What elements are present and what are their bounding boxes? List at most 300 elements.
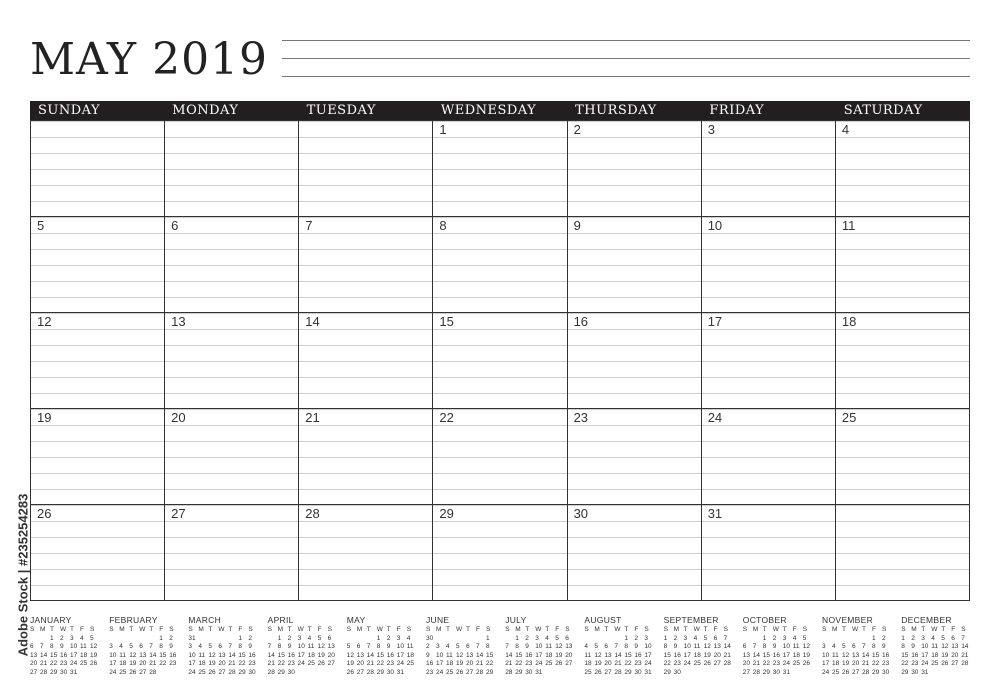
- mini-weekday-letter: M: [832, 626, 838, 633]
- mini-day: 18: [119, 660, 127, 667]
- mini-day: 15: [376, 651, 385, 659]
- mini-day: 10: [70, 643, 78, 650]
- mini-day: 4: [406, 634, 411, 642]
- mini-month: [109, 614, 183, 677]
- mini-day: 11: [545, 643, 552, 650]
- mini-day: 13: [951, 643, 959, 650]
- mini-day: [169, 669, 179, 678]
- mini-day: 4: [832, 643, 836, 650]
- mini-weekday-letter: T: [703, 626, 708, 633]
- mini-weekday-letter: S: [663, 626, 668, 633]
- mini-day: 14: [267, 651, 275, 659]
- mini-day: 7: [505, 643, 509, 650]
- mini-day: 24: [683, 660, 691, 667]
- day-cell[interactable]: [568, 121, 702, 217]
- mini-month-grid: [30, 626, 104, 677]
- mini-day: 5: [456, 643, 460, 650]
- mini-day: 17: [782, 651, 791, 659]
- mini-month: [822, 614, 896, 677]
- mini-weekday-letter: M: [119, 626, 125, 633]
- mini-day: 20: [218, 660, 226, 667]
- mini-day: 8: [376, 643, 381, 650]
- mini-weekday-letter: F: [80, 626, 84, 633]
- mini-day: 21: [723, 651, 731, 659]
- mini-day: 7: [961, 634, 965, 642]
- day-cell[interactable]: [568, 505, 702, 601]
- mini-weekday-letter: M: [752, 626, 759, 633]
- mini-day: 19: [129, 660, 137, 667]
- mini-day: 29: [762, 668, 771, 676]
- mini-weekday-letter: F: [238, 626, 243, 633]
- mini-day: 8: [624, 643, 629, 650]
- mini-weekday-letter: T: [287, 626, 292, 633]
- day-cell[interactable]: [31, 121, 165, 217]
- mini-day: 3: [782, 634, 787, 642]
- mini-day: 30: [60, 668, 68, 676]
- mini-day: [218, 635, 228, 644]
- mini-day: 24: [396, 660, 405, 667]
- note-line: [282, 58, 970, 76]
- mini-day: 5: [129, 643, 133, 650]
- mini-day: 5: [842, 643, 846, 650]
- day-number: 18: [841, 314, 857, 329]
- mini-day: 30: [772, 668, 781, 676]
- mini-day: 15: [486, 651, 494, 659]
- mini-weekday-letter: T: [208, 626, 213, 633]
- mini-weekday-letter: T: [545, 626, 550, 633]
- year-overview: [30, 614, 990, 694]
- day-number: 28: [305, 506, 320, 521]
- calendar-title: MAY 2019: [30, 34, 269, 85]
- mini-month-name: MAY: [346, 615, 366, 625]
- mini-weekday-letter: M: [356, 626, 363, 633]
- mini-day: [208, 635, 218, 644]
- mini-weekday-letter: T: [129, 626, 134, 633]
- mini-month-grid: [347, 626, 421, 677]
- mini-day: [555, 669, 565, 678]
- mini-day: 31: [921, 668, 929, 676]
- mini-day: 21: [505, 660, 513, 667]
- mini-day: 1: [762, 634, 767, 642]
- day-cell[interactable]: [299, 313, 433, 409]
- mini-day: [436, 635, 446, 644]
- mini-month-grid: [268, 626, 342, 677]
- mini-month-grid: [901, 626, 975, 677]
- day-cell[interactable]: [299, 409, 433, 505]
- mini-weekday-letter: T: [149, 626, 154, 633]
- mini-day: 11: [693, 643, 701, 650]
- mini-day: [862, 635, 872, 644]
- mini-day: 16: [634, 651, 642, 659]
- mini-day: 12: [208, 651, 216, 659]
- mini-day: 10: [535, 643, 543, 650]
- mini-day: 31: [70, 668, 78, 676]
- mini-day: 13: [139, 651, 147, 659]
- mini-day: 6: [466, 643, 470, 650]
- mini-day: 20: [713, 651, 721, 659]
- mini-month-name: AUGUST: [584, 615, 622, 625]
- mini-day: 27: [604, 668, 612, 676]
- mini-day: 11: [931, 643, 938, 650]
- day-cell[interactable]: [836, 505, 970, 601]
- mini-day: 21: [40, 660, 48, 667]
- mini-month: [268, 614, 342, 677]
- mini-weekday-letter: S: [742, 626, 748, 633]
- mini-day: 4: [545, 634, 549, 642]
- mini-day: 6: [951, 634, 955, 642]
- mini-day: 20: [951, 651, 959, 659]
- mini-day: 5: [346, 643, 351, 650]
- day-cell[interactable]: [165, 313, 299, 409]
- mini-day: 29: [238, 668, 246, 676]
- mini-day: 27: [218, 668, 226, 676]
- day-number: 29: [439, 506, 454, 521]
- mini-weekday-letter: W: [218, 626, 225, 633]
- notes-lines: [282, 40, 970, 94]
- mini-day: 27: [742, 668, 751, 676]
- mini-day: 23: [169, 660, 177, 667]
- mini-day: [119, 635, 129, 644]
- mini-day: 12: [317, 643, 325, 650]
- mini-day: 14: [723, 643, 731, 650]
- mini-month-grid: [505, 626, 579, 677]
- mini-day: 5: [703, 634, 708, 642]
- mini-day: 19: [802, 651, 811, 659]
- mini-day: [694, 669, 704, 678]
- mini-day: [129, 635, 139, 644]
- mini-day: 5: [802, 634, 807, 642]
- day-cell[interactable]: [702, 313, 836, 409]
- day-cell[interactable]: [836, 313, 970, 409]
- mini-day: 7: [228, 643, 233, 650]
- mini-weekday-letter: T: [604, 626, 609, 633]
- mini-weekday-letter: S: [248, 626, 253, 633]
- mini-month: [347, 614, 421, 677]
- note-line: [282, 76, 970, 94]
- day-number: 5: [37, 218, 45, 233]
- mini-day: 22: [159, 660, 167, 667]
- mini-day: 9: [287, 643, 292, 650]
- mini-day: 13: [713, 643, 721, 650]
- mini-day: 29: [50, 668, 58, 676]
- mini-day: 26: [802, 660, 811, 667]
- mini-day: 13: [327, 643, 335, 650]
- day-cell[interactable]: [165, 121, 299, 217]
- mini-weekday-letter: S: [961, 626, 966, 633]
- day-cell[interactable]: [836, 409, 970, 505]
- day-cell[interactable]: [433, 505, 567, 601]
- mini-day: 8: [762, 643, 767, 650]
- day-cell[interactable]: [433, 313, 567, 409]
- day-cell[interactable]: [165, 217, 299, 313]
- mini-day: 31: [782, 668, 791, 676]
- mini-day: 2: [248, 634, 253, 642]
- mini-day: [149, 635, 159, 644]
- mini-day: 8: [159, 643, 163, 650]
- mini-day: 2: [169, 634, 173, 642]
- mini-day: 12: [456, 651, 464, 659]
- mini-day: [793, 669, 803, 678]
- mini-day: 23: [60, 660, 68, 667]
- mini-day: 30: [882, 668, 890, 676]
- mini-day: [198, 635, 208, 644]
- mini-day: 10: [396, 643, 405, 650]
- mini-day: 13: [742, 651, 751, 659]
- mini-day: 2: [772, 634, 777, 642]
- mini-day: 15: [50, 651, 58, 659]
- mini-day: 6: [565, 634, 569, 642]
- mini-day: 19: [208, 660, 216, 667]
- mini-month: [505, 614, 579, 677]
- mini-day: 3: [683, 634, 688, 642]
- mini-day: 6: [852, 643, 856, 650]
- day-cell[interactable]: [568, 217, 702, 313]
- mini-weekday-letter: W: [139, 626, 146, 633]
- mini-day: 14: [862, 651, 870, 659]
- mini-weekday-letter: T: [525, 626, 530, 633]
- mini-day: 16: [911, 651, 919, 659]
- day-cell[interactable]: [165, 409, 299, 505]
- mini-day: 10: [297, 643, 305, 650]
- mini-day: 12: [842, 651, 850, 659]
- mini-day: 2: [882, 634, 886, 642]
- mini-day: [318, 669, 328, 678]
- mini-day: 16: [772, 651, 781, 659]
- mini-month-name: JANUARY: [30, 615, 72, 625]
- mini-weekday-letter: W: [60, 626, 67, 633]
- mini-month-name: APRIL: [267, 615, 294, 625]
- mini-weekday-letter: M: [436, 626, 442, 633]
- mini-day: 7: [723, 634, 728, 642]
- mini-day: [941, 669, 951, 678]
- mini-day: 28: [723, 660, 731, 667]
- mini-day: 25: [198, 668, 206, 676]
- mini-day: 15: [624, 651, 632, 659]
- day-cell[interactable]: [702, 121, 836, 217]
- mini-weekday-letter: S: [267, 626, 272, 633]
- month-calendar: [30, 101, 970, 601]
- mini-day: 31: [535, 668, 543, 676]
- mini-day: 27: [852, 668, 860, 676]
- mini-day: 2: [426, 643, 430, 650]
- day-cell[interactable]: [31, 217, 165, 313]
- mini-weekday-letter: T: [50, 626, 54, 633]
- mini-day: 28: [961, 660, 969, 667]
- mini-day: 4: [693, 634, 698, 642]
- mini-month-name: FEBRUARY: [109, 615, 158, 625]
- mini-day: 25: [307, 660, 315, 667]
- mini-day: [367, 635, 377, 644]
- mini-weekday-letter: F: [396, 626, 401, 633]
- mini-day: [308, 669, 318, 678]
- mini-day: [347, 635, 357, 644]
- mini-month-grid: [584, 626, 658, 677]
- mini-day: 7: [366, 643, 371, 650]
- mini-weekday-letter: M: [40, 626, 46, 633]
- mini-day: 23: [673, 660, 681, 667]
- mini-day: 23: [772, 660, 781, 667]
- mini-day: 21: [228, 660, 236, 667]
- mini-month-name: SEPTEMBER: [663, 615, 719, 625]
- mini-weekday-letter: T: [228, 626, 233, 633]
- day-cell[interactable]: [702, 217, 836, 313]
- day-cell[interactable]: [433, 121, 567, 217]
- day-cell[interactable]: [31, 505, 165, 601]
- mini-day: [90, 669, 100, 678]
- mini-day: 29: [515, 668, 523, 676]
- mini-day: [584, 635, 594, 644]
- mini-day: 30: [634, 668, 642, 676]
- mini-day: 4: [307, 634, 312, 642]
- mini-day: 15: [663, 651, 671, 659]
- mini-day: 16: [60, 651, 68, 659]
- mini-day: [822, 635, 832, 644]
- day-cell[interactable]: [31, 409, 165, 505]
- mini-weekday-letter: S: [723, 626, 728, 633]
- mini-day: 7: [149, 643, 153, 650]
- mini-month-grid: [664, 626, 738, 677]
- mini-day: 17: [396, 651, 405, 659]
- mini-weekday-letter: F: [476, 626, 480, 633]
- day-cell[interactable]: [299, 505, 433, 601]
- mini-weekday-letter: M: [198, 626, 204, 633]
- mini-day: 25: [545, 660, 553, 667]
- mini-day: 29: [663, 668, 671, 676]
- day-cell[interactable]: [433, 217, 567, 313]
- mini-day: 8: [50, 643, 54, 650]
- mini-weekday-letter: W: [852, 626, 859, 633]
- day-cell[interactable]: [836, 217, 970, 313]
- mini-weekday-letter: F: [159, 626, 164, 633]
- mini-day: 26: [456, 668, 464, 676]
- mini-day: 30: [287, 668, 295, 676]
- mini-day: 23: [426, 668, 434, 676]
- mini-day: 18: [792, 651, 801, 659]
- mini-day: 21: [752, 660, 761, 667]
- mini-day: 15: [159, 651, 167, 659]
- day-cell[interactable]: [433, 409, 567, 505]
- mini-day: 4: [931, 634, 935, 642]
- day-cell[interactable]: [568, 313, 702, 409]
- mini-weekday-letter: W: [297, 626, 304, 633]
- mini-day: 8: [238, 643, 243, 650]
- mini-month-grid: [426, 626, 500, 677]
- mini-day: 17: [921, 651, 929, 659]
- day-cell[interactable]: [299, 217, 433, 313]
- mini-day: 5: [555, 634, 559, 642]
- mini-weekday-letter: S: [188, 626, 193, 633]
- day-number: 24: [707, 410, 723, 425]
- mini-day: [803, 669, 813, 678]
- mini-day: 20: [356, 660, 365, 667]
- day-cell[interactable]: [702, 409, 836, 505]
- mini-day: 18: [693, 651, 701, 659]
- mini-day: 5: [594, 643, 599, 650]
- mini-day: 26: [703, 660, 711, 667]
- mini-weekday-letter: S: [426, 626, 431, 633]
- mini-day: 14: [614, 651, 622, 659]
- day-cell[interactable]: [836, 121, 970, 217]
- mini-weekday-letter: W: [456, 626, 463, 633]
- mini-month: [584, 614, 658, 677]
- mini-day: 18: [931, 651, 939, 659]
- day-number: 17: [707, 314, 723, 329]
- mini-day: 10: [436, 651, 444, 659]
- mini-day: [139, 635, 149, 644]
- day-cell[interactable]: [568, 409, 702, 505]
- mini-day: 3: [188, 643, 193, 650]
- mini-day: 22: [50, 660, 58, 667]
- mini-day: 9: [911, 643, 915, 650]
- day-cell[interactable]: [165, 505, 299, 601]
- mini-month-name: OCTOBER: [742, 615, 787, 625]
- mini-month: [743, 614, 817, 677]
- mini-day: 10: [921, 643, 929, 650]
- mini-day: 18: [80, 651, 88, 659]
- mini-day: 24: [921, 660, 929, 667]
- mini-weekday-letter: T: [862, 626, 866, 633]
- mini-day: 11: [446, 651, 453, 659]
- mini-day: 16: [169, 651, 177, 659]
- mini-day: 24: [782, 660, 791, 667]
- mini-day: 5: [90, 634, 94, 642]
- mini-day: 16: [525, 651, 533, 659]
- mini-day: 9: [882, 643, 886, 650]
- day-cell[interactable]: [31, 313, 165, 409]
- mini-day: 19: [842, 660, 850, 667]
- mini-day: 28: [228, 668, 236, 676]
- mini-day: 28: [267, 668, 275, 676]
- mini-day: 11: [198, 651, 206, 659]
- mini-day: 7: [752, 643, 757, 650]
- mini-weekday-letter: W: [931, 626, 938, 633]
- day-cell[interactable]: [299, 121, 433, 217]
- mini-day: 28: [505, 668, 513, 676]
- mini-day: 29: [486, 668, 494, 676]
- mini-day: 25: [931, 660, 939, 667]
- mini-day: 2: [525, 634, 529, 642]
- mini-day: 10: [822, 651, 830, 659]
- mini-day: [724, 669, 734, 678]
- mini-day: 22: [515, 660, 523, 667]
- mini-weekday-letter: F: [713, 626, 718, 633]
- mini-day: 4: [792, 634, 797, 642]
- mini-weekday-letter: S: [822, 626, 827, 633]
- mini-day: 13: [565, 643, 573, 650]
- mini-day: 23: [634, 660, 642, 667]
- mini-weekday-letter: T: [446, 626, 450, 633]
- mini-day: 16: [882, 651, 890, 659]
- mini-day: 20: [327, 651, 335, 659]
- mini-day: 15: [901, 651, 909, 659]
- mini-day: 27: [951, 660, 959, 667]
- mini-day: 27: [466, 668, 474, 676]
- mini-day: 9: [60, 643, 64, 650]
- day-number: 2: [573, 122, 581, 137]
- mini-day: [407, 669, 417, 678]
- mini-day: 6: [327, 634, 332, 642]
- mini-day: 20: [139, 660, 147, 667]
- day-cell[interactable]: [702, 505, 836, 601]
- weekday-label: THURSDAY: [575, 103, 657, 118]
- mini-day: 12: [703, 643, 711, 650]
- mini-day: 19: [346, 660, 355, 667]
- day-number: 25: [841, 410, 857, 425]
- mini-weekday-letter: M: [673, 626, 680, 633]
- mini-day: [159, 669, 169, 678]
- mini-day: 28: [862, 668, 870, 676]
- mini-day: 14: [149, 651, 157, 659]
